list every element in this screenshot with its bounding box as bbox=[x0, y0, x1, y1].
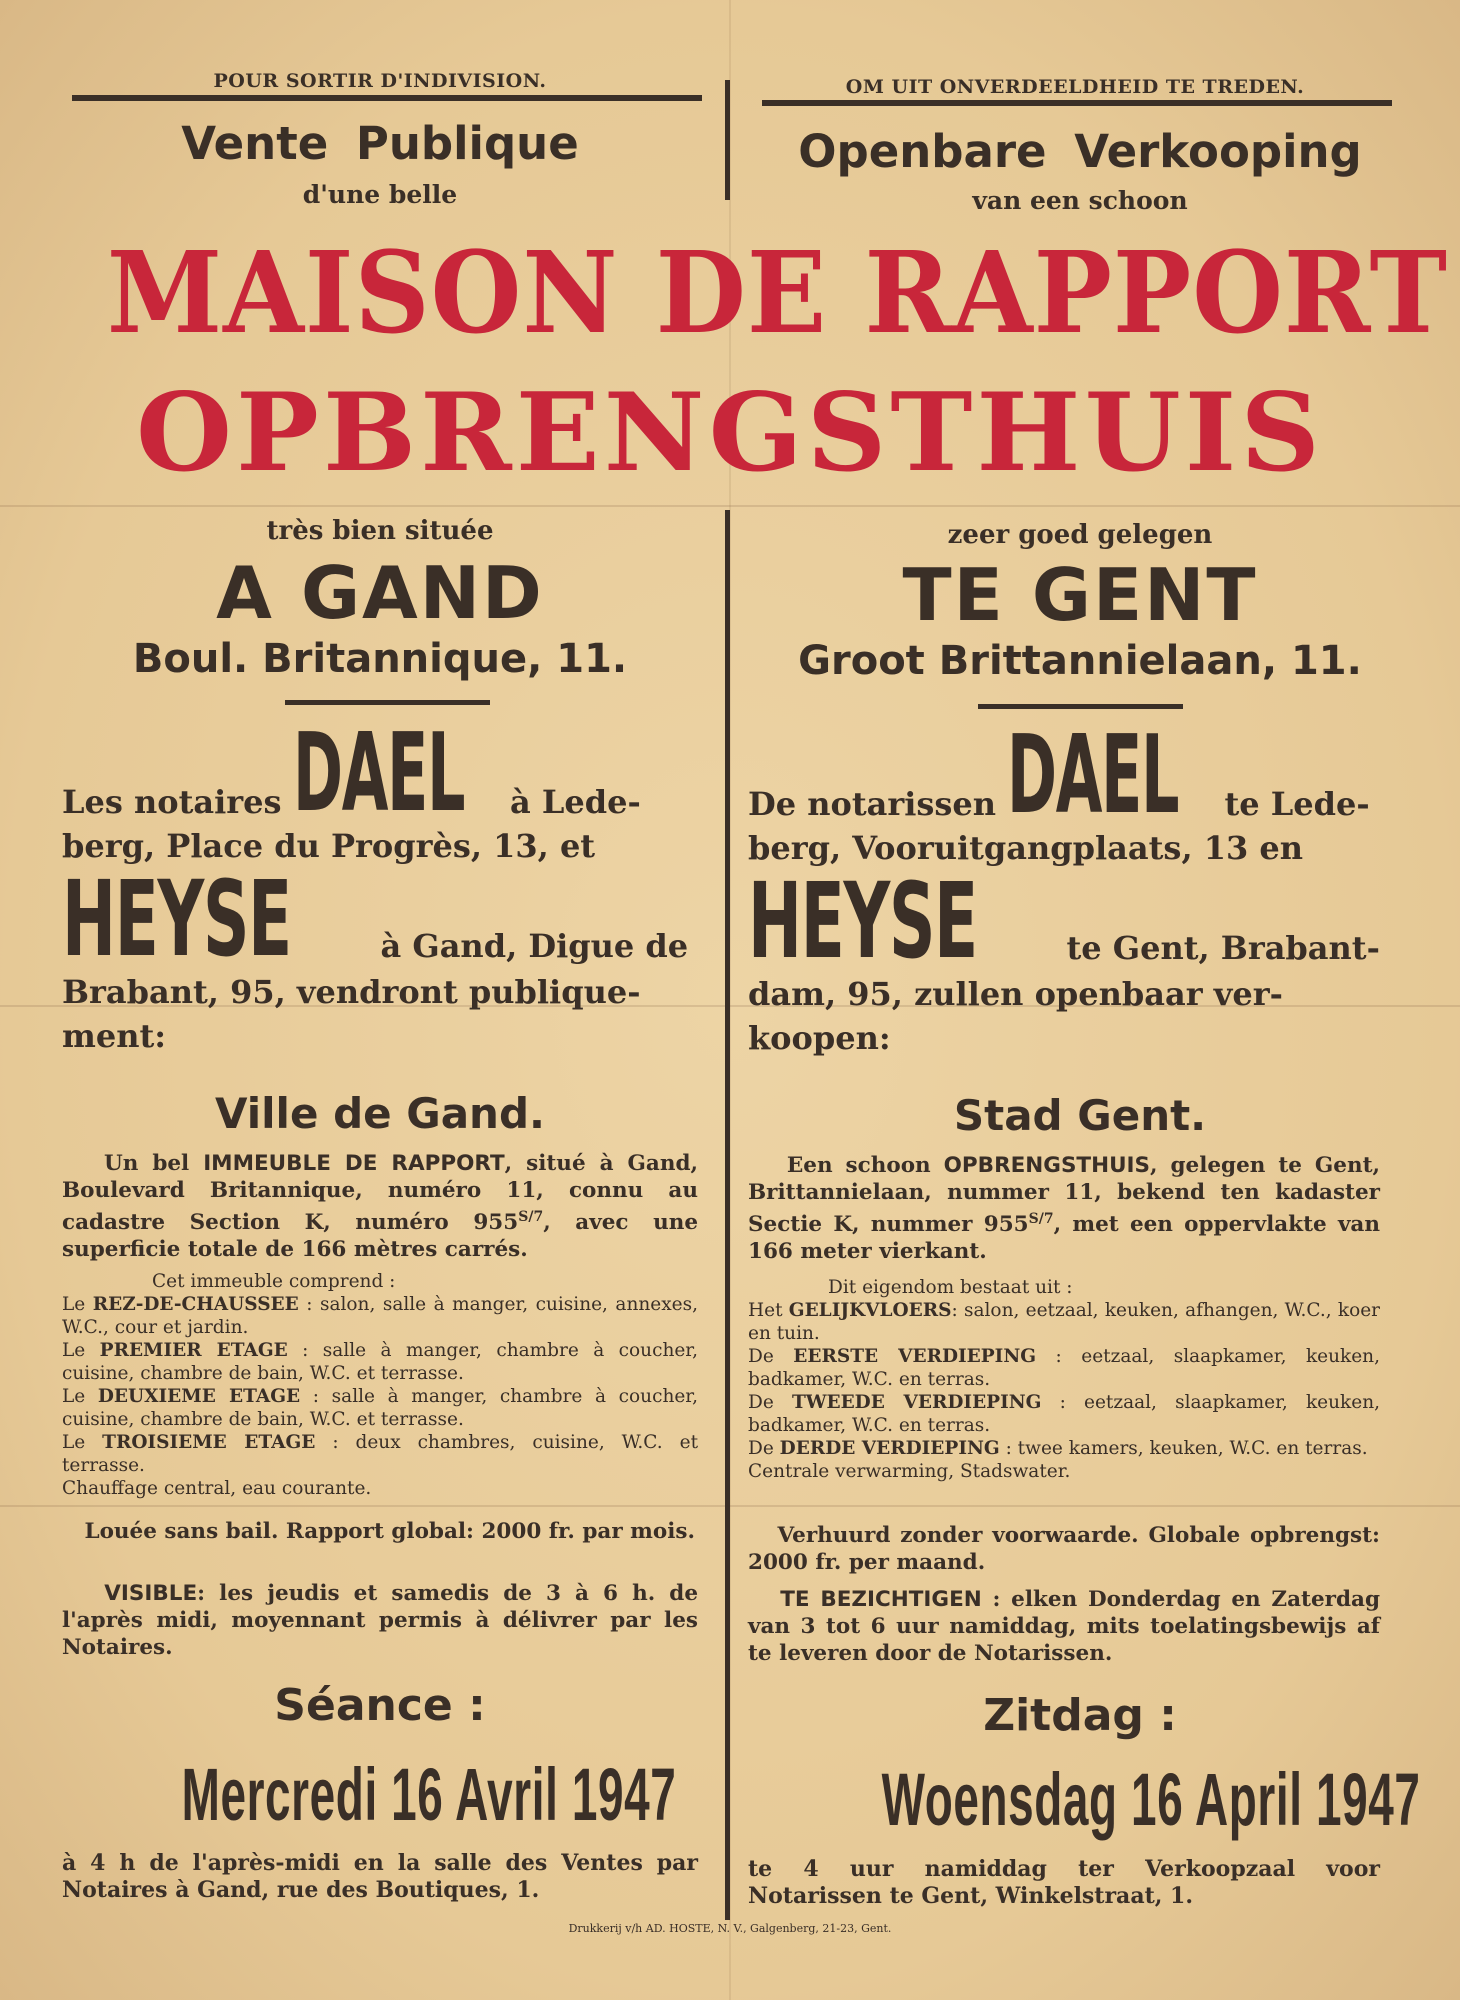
seance-left: Séance : bbox=[274, 1680, 486, 1731]
name-dael-right: DAEL bbox=[1007, 713, 1179, 838]
rent-right: Verhuurd zonder voorwaarde. Globale opbrengst: 2000 fr. per maand. bbox=[748, 1523, 1380, 1575]
floor-item: Le PREMIER ETAGE : salle à manger, chambre à coucher, cuisine, chambre de bain, W.C. et terrasse. bbox=[62, 1340, 698, 1384]
name-heyse-left: HEYSE bbox=[62, 858, 291, 980]
street-left: Boul. Britannique, 11. bbox=[132, 636, 628, 682]
seance-right: Zitdag : bbox=[983, 1690, 1177, 1741]
city-right: TE GENT bbox=[902, 553, 1258, 637]
header-rule-left bbox=[72, 95, 702, 101]
sale-date-right: Woensdag 16 April 1947 bbox=[881, 1758, 1421, 1841]
floor-item: De TWEEDE VERDIEPING : eetzaal, slaapkamer, keuken, badkamer, W.C. en terras. bbox=[748, 1392, 1380, 1436]
name-dael-left: DAEL bbox=[292, 711, 464, 836]
notaries-left: Les notaires DAEL à Lede- berg, Place du Progrès, 13, et HEYSE à Gand, Digue de Brabant, 95, vendront publique- ment: bbox=[62, 711, 689, 1055]
title-left: Vente Publique bbox=[181, 117, 579, 170]
main-title-dutch: OPBRENGSTHUIS bbox=[135, 370, 1324, 496]
intro-left: Un bel IMMEUBLE DE RAPPORT, situé à Gand, Boulevard Britannique, numéro 11, connu au cadastre Section K, numéro $955^{S/7}$, avec une superficie totale de 166 mètres carrés. bbox=[62, 1151, 699, 1263]
sale-date-left: Mercredi 16 Avril 1947 bbox=[181, 1753, 677, 1836]
notaries-right: De notarissen DAEL te Lede- berg, Vooruitgangplaats, 13 en HEYSE te Gent, Brabant- dam, 95, zullen openbaar ver- koopen: bbox=[748, 713, 1380, 1057]
visiting-left: VISIBLE: les jeudis et samedis de 3 à 6 h. de l'après midi, moyennant permis à délivrer par les Notaires. bbox=[62, 1581, 698, 1660]
street-right: Groot Brittannielaan, 11. bbox=[798, 638, 1362, 684]
header-rule-right bbox=[762, 100, 1392, 106]
floor-item: Le DEUXIEME ETAGE : salle à manger, chambre à coucher, cuisine, chambre de bain, W.C. et terrasse. bbox=[62, 1386, 698, 1430]
situated-left: très bien située bbox=[266, 516, 494, 546]
sale-place-right: te 4 uur namiddag ter Verkoopzaal voor Notarissen te Gent, Winkelstraat, 1. bbox=[748, 1856, 1380, 1909]
sale-place-left: à 4 h de l'après-midi en la salle des Ventes par Notaires à Gand, rue des Boutiques, 1. bbox=[62, 1850, 698, 1903]
divider-rule-right bbox=[978, 704, 1183, 709]
floor-item: De DERDE VERDIEPING : twee kamers, keuken, W.C. en terras. bbox=[748, 1438, 1368, 1459]
floor-item: Le REZ-DE-CHAUSSEE : salon, salle à manger, cuisine, annexes, W.C., cour et jardin. bbox=[62, 1294, 698, 1338]
floor-item: De EERSTE VERDIEPING : eetzaal, slaapkamer, keuken, badkamer, W.C. en terras. bbox=[748, 1346, 1380, 1390]
floor-item: Het GELIJKVLOERS: salon, eetzaal, keuken, afhangen, W.C., koer en tuin. bbox=[748, 1300, 1380, 1344]
floors-right: Dit eigendom bestaat uit : Het GELIJKVLOERS: salon, eetzaal, keuken, afhangen, W.C., koer en tuin. De EERSTE VERDIEPING : eetzaal, slaapkamer, keuken, badkamer, W.C. en terras. De TWEEDE VERDIEPING : eetzaal, slaapkamer, keuken, badkamer, W.C. en terras. De DERDE VERDIEPING : twee kamers, keuken, W.C. en terras. Centrale verwarming, Stadswater. bbox=[748, 1277, 1380, 1482]
column-divider bbox=[725, 510, 730, 1920]
name-heyse-right: HEYSE bbox=[748, 860, 977, 982]
column-divider bbox=[725, 80, 730, 200]
visiting-right: TE BEZICHTIGEN : elken Donderdag en Zaterdag van 3 tot 6 uur namiddag, mits toelatingsbewijs af te leveren door de Notarissen. bbox=[748, 1587, 1380, 1666]
header-right: OM UIT ONVERDEELDHEID TE TREDEN. bbox=[845, 76, 1305, 98]
rent-left: Louée sans bail. Rapport global: 2000 fr. par mois. bbox=[84, 1519, 695, 1544]
city-left: A GAND bbox=[216, 551, 544, 635]
divider-rule-left bbox=[285, 700, 490, 705]
section-right: Stad Gent. bbox=[953, 1091, 1207, 1140]
header-left: POUR SORTIR D'INDIVISION. bbox=[213, 70, 547, 92]
floor-item: Le TROISIEME ETAGE : deux chambres, cuisine, W.C. et terrasse. bbox=[62, 1432, 698, 1476]
subtitle-left: d'une belle bbox=[302, 180, 458, 209]
subtitle-right: van een schoon bbox=[972, 186, 1188, 215]
situated-right: zeer goed gelegen bbox=[947, 520, 1213, 550]
main-title-french: MAISON DE RAPPORT bbox=[106, 228, 1448, 359]
floors-left: Cet immeuble comprend : Le REZ-DE-CHAUSSEE : salon, salle à manger, cuisine, annexes, W.C., cour et jardin. Le PREMIER ETAGE : salle à manger, chambre à coucher, cuisine, chambre de bain, W.C. et terrasse. Le DEUXIEME ETAGE : salle à manger, chambre à coucher, cuisine, chambre de bain, W.C. et terrasse. Le TROISIEME ETAGE : deux chambres, cuisine, W.C. et terrasse. Chauffage central, eau courante. bbox=[62, 1271, 698, 1499]
printer-credit: Drukkerij v/h AD. HOSTE, N. V., Galgenberg, 21-23, Gent. bbox=[568, 1922, 892, 1935]
title-right: Openbare Verkooping bbox=[798, 125, 1362, 178]
intro-right: Een schoon OPBRENGSTHUIS, gelegen te Gent, Brittannielaan, nummer 11, bekend ten kadaster Sectie K, nummer $955^{S/7}$, met een oppervlakte van 166 meter vierkant. bbox=[748, 1153, 1380, 1265]
section-left: Ville de Gand. bbox=[215, 1089, 545, 1138]
